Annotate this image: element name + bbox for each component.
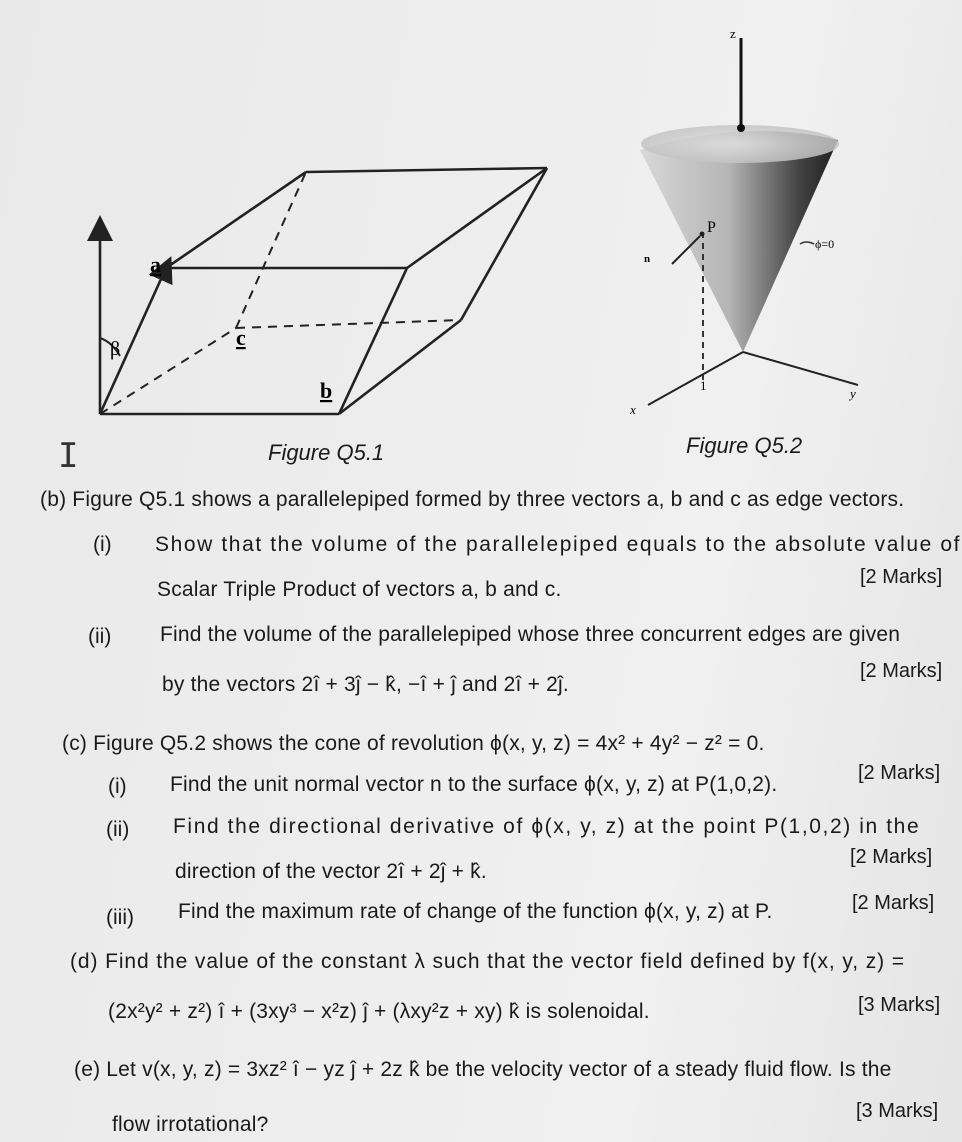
- question-b-ii-number: (ii): [88, 625, 112, 648]
- question-c-i-line1: Find the unit normal vector n to the surface ϕ(x, y, z) at P(1,0,2).: [170, 773, 778, 796]
- label-n: n: [644, 253, 651, 265]
- edge-right-back: [461, 168, 547, 320]
- figure-q5-2-caption: Figure Q5.2: [686, 433, 803, 458]
- question-b-i-line2: Scalar Triple Product of vectors a, b and c.: [157, 578, 562, 601]
- label-x: x: [630, 402, 636, 417]
- question-c-iii-line1: Find the maximum rate of change of the function ϕ(x, y, z) at P.: [178, 900, 773, 923]
- question-b-ii-line2: by the vectors 2î + 3ĵ − k̂, −î + ĵ and 2î + 2ĵ.: [162, 673, 569, 696]
- question-e-line1: (e) Let v(x, y, z) = 3xz² î − yz ĵ + 2z k̂ be the velocity vector of a steady fluid flow. Is the: [74, 1058, 892, 1081]
- label-y: y: [850, 386, 856, 401]
- question-b-ii-line1: Find the volume of the parallelepiped whose three concurrent edges are given: [160, 623, 901, 646]
- question-d-marks: [3 Marks]: [858, 994, 941, 1016]
- x-axis: [648, 352, 743, 405]
- question-b-text: (b) Figure Q5.1 shows a parallelepiped formed by three vectors a, b and c as edge vectors.: [40, 488, 905, 511]
- question-c-ii-line2: direction of the vector 2î + 2ĵ + k̂.: [175, 860, 487, 883]
- question-c-i-number: (i): [108, 775, 127, 798]
- question-b-ii-marks: [2 Marks]: [860, 660, 943, 682]
- edge-bottom-right: [339, 320, 461, 414]
- point-P: [700, 232, 705, 237]
- phi-pointer: [800, 242, 814, 244]
- cone-figure: [640, 38, 858, 405]
- edge-back-bottom-hidden: [236, 320, 461, 328]
- question-c-i-marks: [2 Marks]: [858, 762, 941, 784]
- question-b-i-number: (i): [93, 533, 112, 556]
- text-cursor-icon: I: [58, 436, 79, 476]
- label-phi0: ϕ=0: [815, 237, 835, 251]
- figure-q5-1-caption: Figure Q5.1: [268, 440, 385, 465]
- question-c-iii-marks: [2 Marks]: [852, 892, 935, 914]
- figure-q5-1: [0, 0, 962, 470]
- label-one: 1: [700, 378, 707, 393]
- question-d-line1: (d) Find the value of the constant λ such that the vector field defined by f(x, y, z) =: [70, 950, 905, 973]
- question-c-ii-marks: [2 Marks]: [850, 846, 933, 868]
- z-axis-end: [737, 124, 745, 132]
- question-e-line2: flow irrotational?: [112, 1113, 269, 1136]
- question-d-line2: (2x²y² + z²) î + (3xy³ − x²z) ĵ + (λxy²z + xy) k̂ is solenoidal.: [108, 1000, 650, 1023]
- question-b-i-line1: Show that the volume of the parallelepiped equals to the absolute value of: [155, 533, 962, 556]
- label-z: z: [730, 26, 736, 41]
- question-e-marks: [3 Marks]: [856, 1100, 939, 1122]
- edge-top-back: [306, 168, 547, 172]
- label-a: a: [150, 252, 161, 277]
- question-c-text: (c) Figure Q5.2 shows the cone of revolution ϕ(x, y, z) = 4x² + 4y² − z² = 0.: [62, 732, 765, 755]
- edge-top-right: [407, 168, 547, 268]
- label-c: c: [236, 325, 246, 350]
- label-P: P: [707, 219, 716, 236]
- label-b: b: [320, 378, 333, 403]
- question-b-i-marks: [2 Marks]: [860, 566, 943, 588]
- question-c-ii-number: (ii): [106, 818, 130, 841]
- label-beta: β: [110, 338, 121, 360]
- y-axis: [743, 352, 858, 385]
- edge-right-front: [339, 268, 407, 414]
- question-c-iii-number: (iii): [106, 906, 134, 929]
- question-c-ii-line1: Find the directional derivative of ϕ(x, y, z) at the point P(1,0,2) in the: [173, 815, 921, 838]
